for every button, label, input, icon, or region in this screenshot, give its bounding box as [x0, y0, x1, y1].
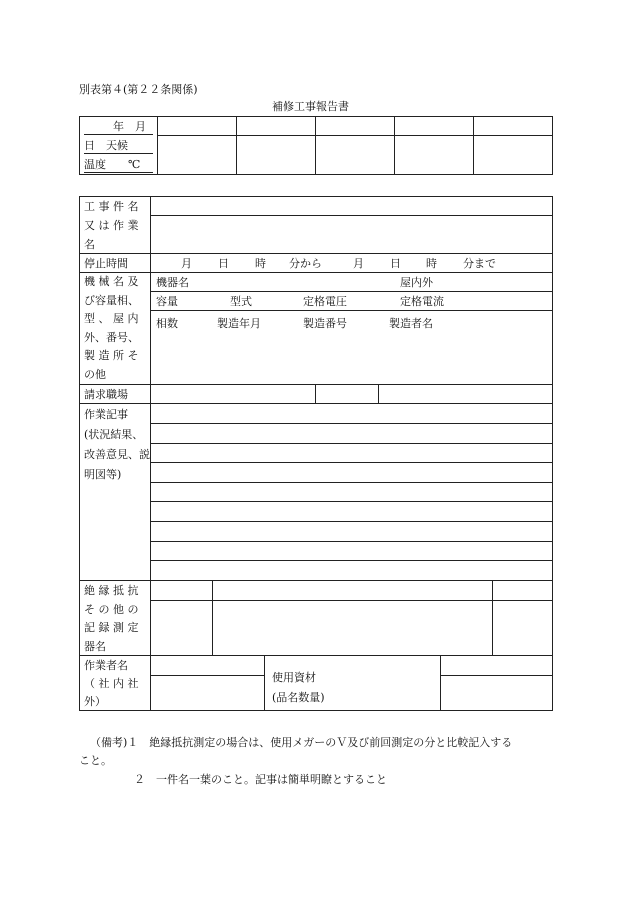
appendix-label: 別表第４(第２２条関係) — [79, 83, 198, 96]
stop-day-from: 日 — [218, 257, 229, 270]
equipment-label-line6: の他 — [84, 367, 106, 381]
work-notes-label-line1: 作業記事 — [84, 408, 128, 421]
indoor-outdoor-label: 屋内外 — [400, 276, 433, 289]
serial-number-label: 製造番号 — [303, 317, 347, 330]
work-notes-label-line4: 明図等) — [84, 468, 122, 481]
note-1-line-2: こと。 — [79, 754, 112, 767]
requesting-workshop-label: 請求職場 — [84, 388, 128, 401]
stop-hour-from: 時 — [255, 257, 266, 270]
project-name-label-line3: 名 — [84, 238, 95, 251]
work-notes-label-line2: (状況結果、 — [84, 428, 144, 441]
phase-count-label: 相数 — [156, 317, 178, 330]
stop-minute-to: 分まで — [463, 257, 496, 270]
stop-day-to: 日 — [390, 257, 401, 270]
work-notes-label-line3: 改善意見、説 — [84, 448, 150, 461]
equipment-label-line1: 機 械 名 及 — [84, 275, 139, 288]
manufacture-date-label: 製造年月 — [217, 317, 261, 330]
project-name-label-line2: 又 は 作 業 — [84, 219, 139, 232]
temperature-label: 温度 ℃ — [84, 158, 141, 171]
project-name-label-line1: 工 事 件 名 — [84, 200, 139, 213]
equipment-label-line4: 外、番号、 — [84, 330, 139, 344]
rated-current-label: 定格電流 — [400, 295, 444, 308]
insulation-label-line2: そ の 他 の — [84, 602, 139, 616]
insulation-label-line1: 絶 縁 抵 抗 — [84, 584, 139, 597]
stop-minute-from: 分から — [289, 257, 322, 270]
materials-label-line1: 使用資材 — [272, 671, 316, 684]
worker-label-line3: 外） — [84, 695, 106, 708]
worker-label-line1: 作業者名 — [84, 659, 128, 672]
manufacturer-label: 製造者名 — [389, 317, 433, 330]
day-weather-label: 日 天候 — [84, 139, 128, 152]
capacity-label: 容量 — [156, 295, 178, 308]
insulation-label-line4: 器名 — [84, 639, 106, 653]
equipment-label-line2: び容量相、 — [84, 293, 139, 307]
note-2: ２ 一件名一葉のこと。記事は簡単明瞭とすること — [134, 773, 387, 786]
stop-hour-to: 時 — [426, 257, 437, 270]
materials-label-line2: (品名数量) — [272, 691, 325, 704]
year-month-label: 年 月 — [113, 120, 146, 133]
stop-month-from: 月 — [181, 257, 192, 270]
rated-voltage-label: 定格電圧 — [303, 295, 347, 308]
insulation-label-line3: 記 録 測 定 — [84, 621, 139, 634]
note-1-line-1: （備考)１ 絶縁抵抗測定の場合は、使用メガーのＶ及び前回測定の分と比較記入する — [90, 736, 513, 749]
stop-month-to: 月 — [353, 257, 364, 270]
equipment-name-label: 機器名 — [156, 276, 189, 289]
equipment-label-line5: 製 造 所 そ — [84, 349, 139, 362]
equipment-label-line3: 型 、 屋 内 — [84, 312, 139, 325]
stop-time-label: 停止時間 — [84, 257, 128, 270]
page-title: 補修工事報告書 — [272, 100, 349, 113]
worker-label-line2: （ 社 内 社 — [84, 677, 139, 690]
model-type-label: 型式 — [230, 295, 252, 308]
